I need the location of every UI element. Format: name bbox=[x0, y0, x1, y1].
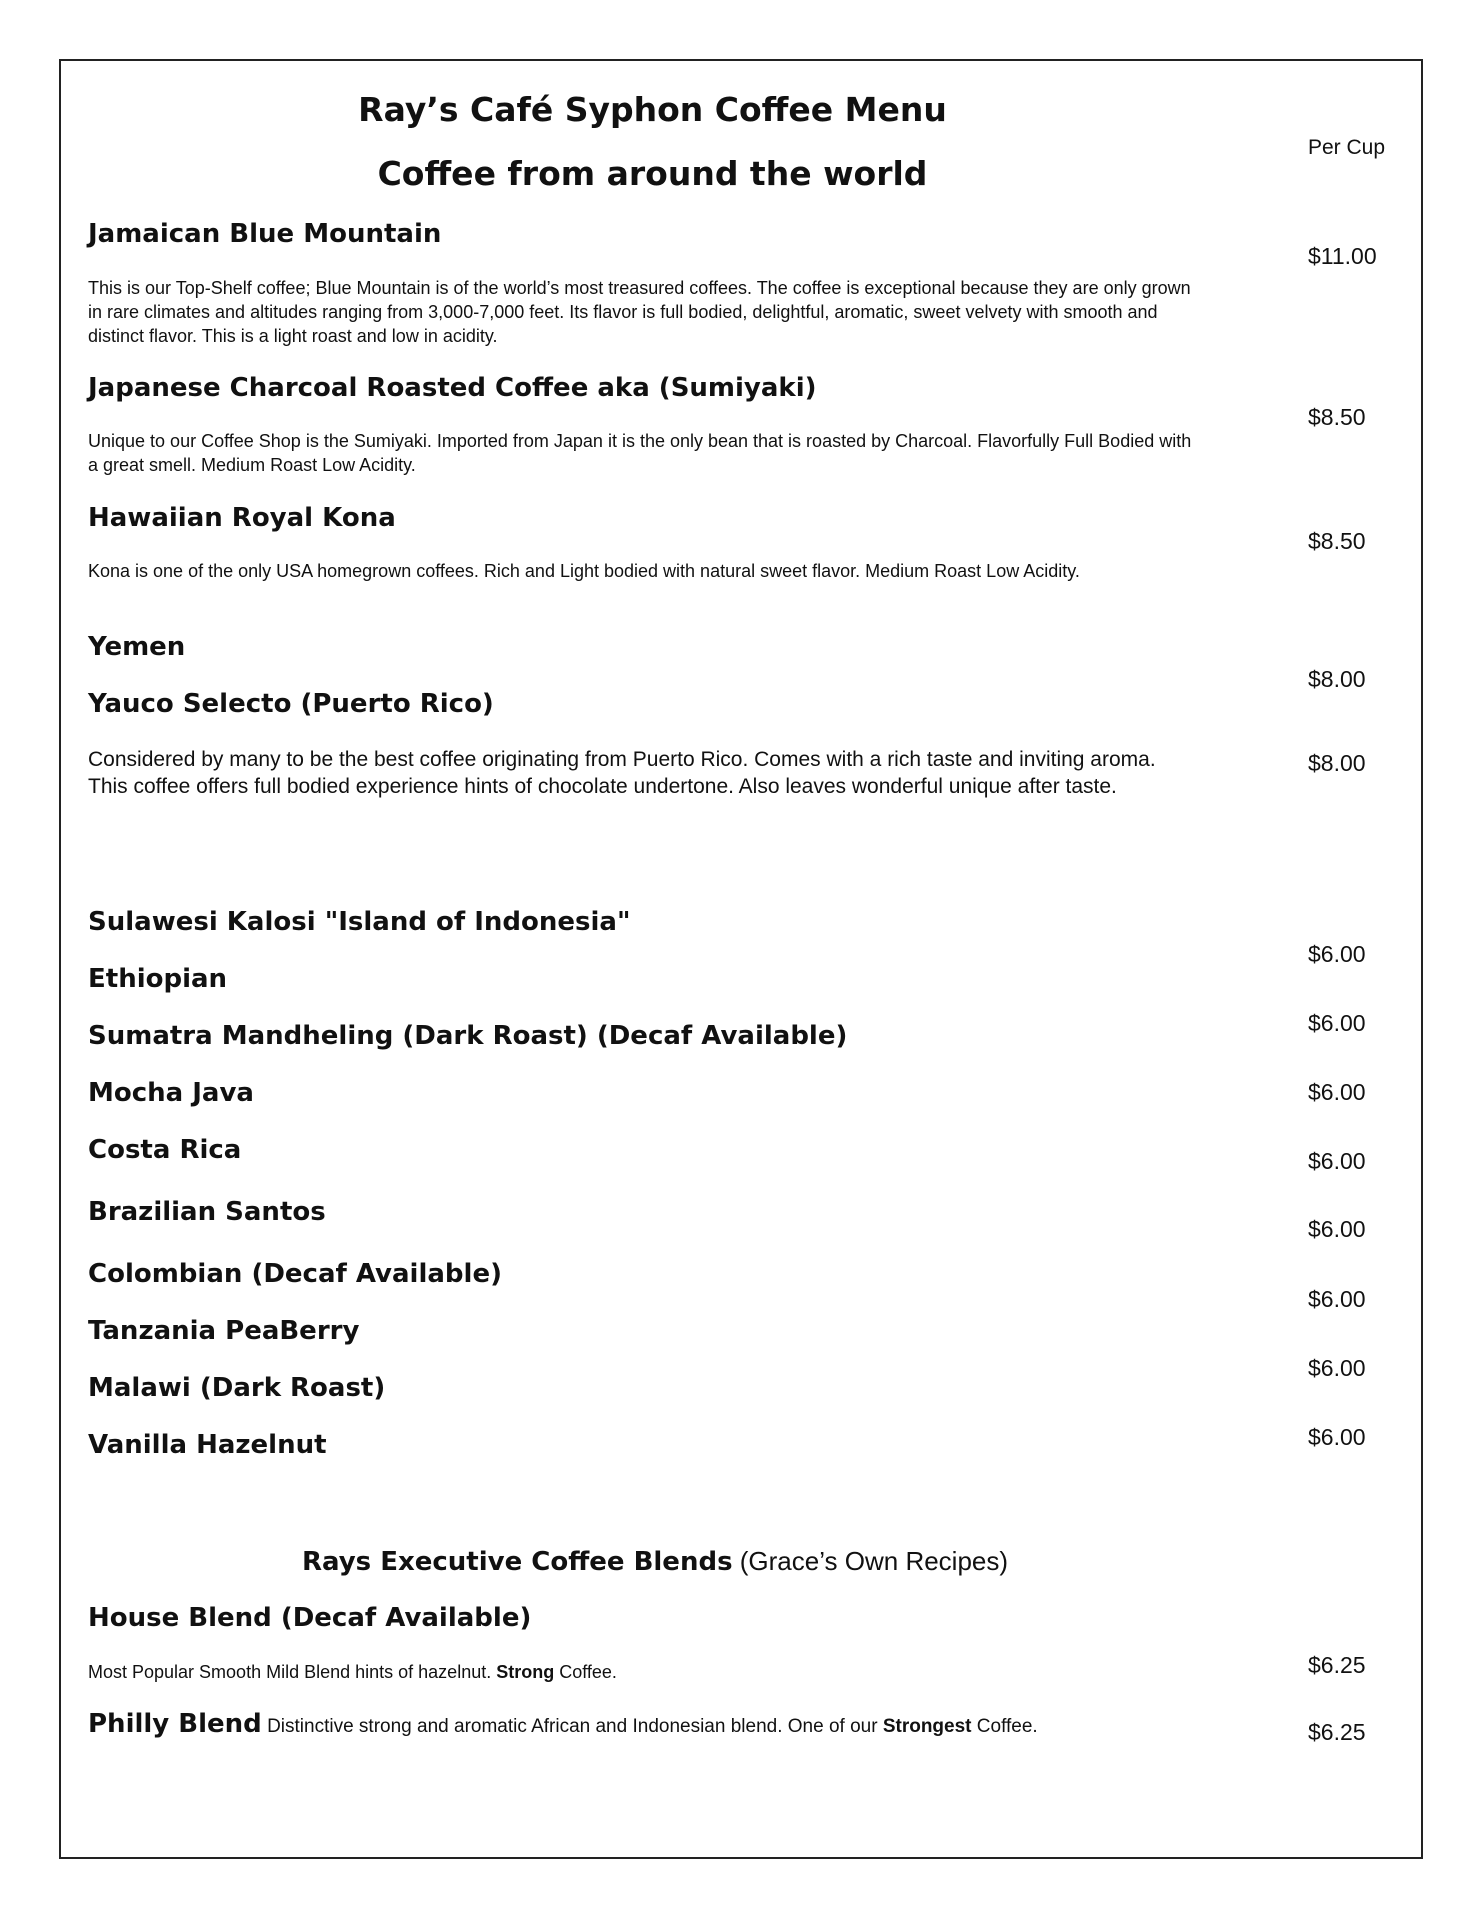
blends-note: (Grace’s Own Recipes) bbox=[732, 1546, 1009, 1576]
item-name: Costa Rica bbox=[88, 1135, 242, 1165]
item-name: Jamaican Blue Mountain bbox=[88, 219, 442, 249]
item-price: $8.00 bbox=[1308, 750, 1366, 776]
item-name: Brazilian Santos bbox=[88, 1197, 326, 1227]
item-name: Ethiopian bbox=[88, 964, 228, 994]
item-price: $6.00 bbox=[1308, 1010, 1366, 1036]
blends-section-heading bbox=[60, 1546, 1250, 1577]
item-price: $6.00 bbox=[1308, 1286, 1366, 1312]
description-text: Coffee. bbox=[554, 1662, 617, 1682]
item-price: $8.50 bbox=[1308, 404, 1366, 430]
item-name: Sumatra Mandheling (Dark Roast) (Decaf Available) bbox=[88, 1021, 848, 1051]
item-name: Yemen bbox=[88, 632, 186, 662]
item-price: $6.00 bbox=[1308, 1216, 1366, 1242]
item-price: $8.50 bbox=[1308, 528, 1366, 554]
item-name: Malawi (Dark Roast) bbox=[88, 1373, 386, 1403]
item-description: Kona is one of the only USA homegrown coffees. Rich and Light bodied with natural sweet flavor. Medium Roast Low Acidity. bbox=[88, 561, 1080, 581]
item-description: This is our Top-Shelf coffee; Blue Mountain is of the world’s most treasured coffees. The coffee is exceptional because they are only grown in rare climates and altitudes ranging from 3,000-7,000 feet. Its flavor is full bodied, delightful, aromatic, sweet velvety with smooth and distinct flavor. This is a light roast and low in acidity. bbox=[88, 278, 1191, 346]
item-price: $6.00 bbox=[1308, 1148, 1366, 1174]
item-price: $6.25 bbox=[1308, 1719, 1366, 1745]
description-emphasis: Strong bbox=[496, 1662, 555, 1682]
item-name: Hawaiian Royal Kona bbox=[88, 503, 396, 533]
item-name: Yauco Selecto (Puerto Rico) bbox=[88, 689, 494, 719]
item-price: $8.00 bbox=[1308, 666, 1366, 692]
item-name: Vanilla Hazelnut bbox=[88, 1430, 327, 1460]
description-emphasis: Strongest bbox=[882, 1716, 972, 1737]
per-cup-header: Per Cup bbox=[1308, 136, 1386, 159]
item-name: Sulawesi Kalosi "Island of Indonesia" bbox=[88, 907, 631, 937]
menu-subtitle: Coffee from around the world bbox=[377, 154, 928, 193]
item-name: Japanese Charcoal Roasted Coffee aka (Sumiyaki) bbox=[88, 373, 817, 403]
item-name: Tanzania PeaBerry bbox=[88, 1316, 360, 1346]
item-price: $11.00 bbox=[1308, 243, 1377, 269]
item-price: $6.00 bbox=[1308, 1079, 1366, 1105]
item-name: Mocha Java bbox=[88, 1078, 254, 1108]
item-price: $6.00 bbox=[1308, 1355, 1366, 1381]
item-price: $6.25 bbox=[1308, 1652, 1366, 1678]
description-text: Distinctive strong and aromatic African and Indonesian blend. One of our bbox=[261, 1716, 883, 1737]
item-description bbox=[88, 1662, 617, 1683]
item-description: Unique to our Coffee Shop is the Sumiyaki. Imported from Japan it is the only bean that is roasted by Charcoal. Flavorfully Full Bodied with a great smell. Medium Roast Low Acidity. bbox=[88, 431, 1192, 475]
item-price: $6.00 bbox=[1308, 1424, 1366, 1450]
menu-title: Ray’s Café Syphon Coffee Menu bbox=[358, 90, 947, 129]
blends-title: Rays Executive Coffee Blends bbox=[301, 1547, 733, 1577]
item-description: Considered by many to be the best coffee originating from Puerto Rico. Comes with a rich taste and inviting aroma. This coffee offers full bodied experience hints of chocolate undertone. Also leaves wonderful unique after taste. bbox=[88, 748, 1156, 798]
item-name: Colombian (Decaf Available) bbox=[88, 1259, 502, 1289]
item-name: Philly Blend bbox=[88, 1709, 262, 1739]
philly-blend-line bbox=[88, 1709, 1038, 1739]
item-price: $6.00 bbox=[1308, 941, 1366, 967]
item-name: House Blend (Decaf Available) bbox=[88, 1603, 532, 1633]
description-text: Coffee. bbox=[971, 1716, 1038, 1737]
description-text: Most Popular Smooth Mild Blend hints of hazelnut. bbox=[88, 1662, 497, 1682]
